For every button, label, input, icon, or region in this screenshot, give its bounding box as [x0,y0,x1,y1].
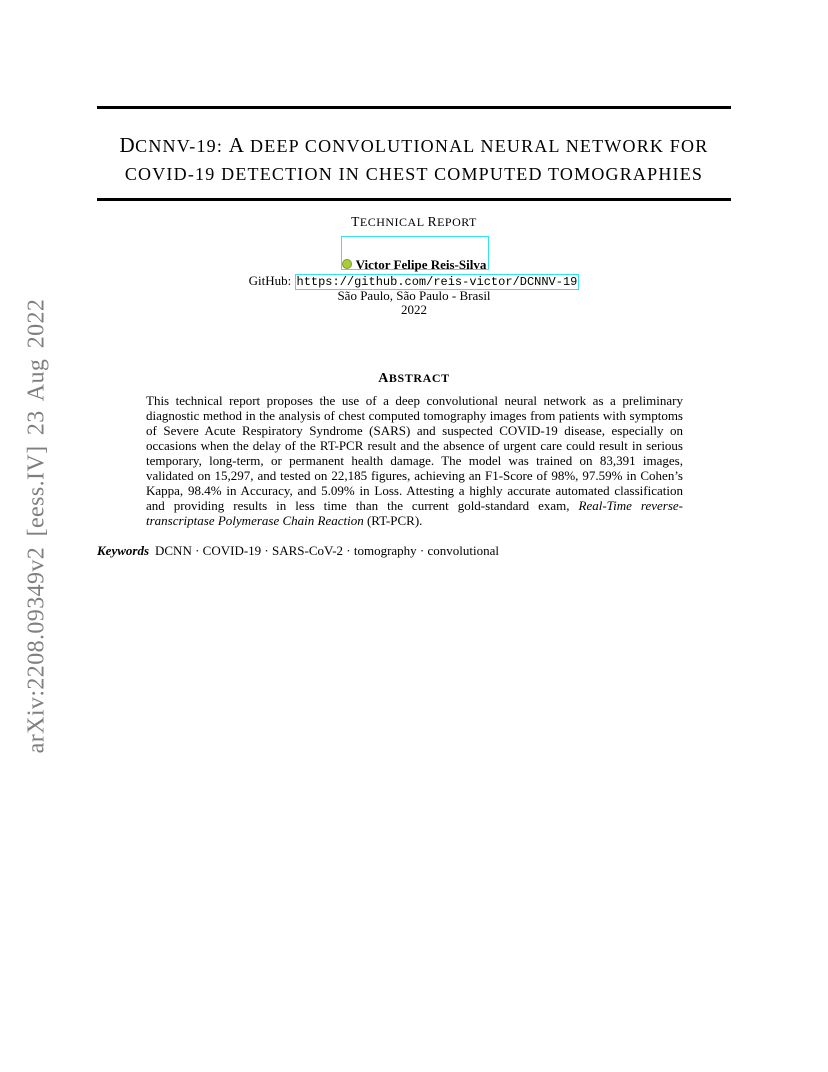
arxiv-identifier-stamp: arXiv:2208.09349v2 [eess.IV] 23 Aug 2022 [23,298,50,754]
report-type-label [97,214,731,230]
orcid-icon[interactable] [342,259,352,269]
author-location: São Paulo, São Paulo - Brasil [337,288,491,303]
keywords-label: Keywords [97,543,149,558]
author-name[interactable]: Victor Felipe Reis-Silva [355,257,487,272]
keywords-line [97,543,499,559]
report-type-cap: R [427,214,438,229]
title-bottom-rule [97,198,731,201]
abstract-body [146,393,683,528]
abstract-heading [97,371,731,387]
github-link[interactable]: https://github.com/reis-victor/DCNNV-19 [296,275,578,289]
abstract-heading-cap: A [378,371,389,386]
abstract-text-end: (RT-PCR). [363,513,423,528]
report-type-cap: T [351,214,360,229]
github-label: GitHub: [248,273,295,288]
title-cap-a: A [228,133,245,157]
title-text-part: DEEP CONVOLUTIONAL NEURAL NETWORK FOR [244,136,709,156]
title-top-rule [97,106,731,109]
abstract-heading-text: BSTRACT [388,371,450,385]
title-cap-d: D [119,133,136,157]
abstract-italic-term: Real-Time reverse-transcriptase Polymerase Chain Reaction [146,498,683,528]
paper-title [97,131,731,188]
abstract-text: This technical report proposes the use of a deep convolutional neural network as a preliminary diagnostic method in the analysis of chest computed tomography images from patients with symptoms of Severe Acute Respiratory Syndrome (SARS) and suspected COVID-19 disease, especially on occasions when the delay of the RT-PCR result and the absence of urgent care could result in serious temporary, long-term, or permanent health damage. The model was trained on 83,391 images, validated on 15,297, and tested on 22,185 figures, achieving an F1-Score of 98%, 97.59% in Cohen’s Kappa, 98.4% in Accuracy, and 5.09% in Loss. Attesting a highly accurate automated classification and providing results in less time than the current gold-standard exam, [146,393,683,513]
github-line [97,273,731,289]
author-name-line [97,257,731,273]
title-line-2: COVID-19 DETECTION IN CHEST COMPUTED TOMOGRAPHIES [124,164,704,184]
title-line-1 [97,131,731,160]
title-text-part: CNNV-19: [135,136,229,156]
report-type-text: EPORT [437,215,477,229]
keywords-list: DCNN · COVID-19 · SARS-CoV-2 · tomography · convolutional [155,543,499,558]
publication-year: 2022 [401,302,427,317]
report-type-text: ECHNICAL [359,215,428,229]
